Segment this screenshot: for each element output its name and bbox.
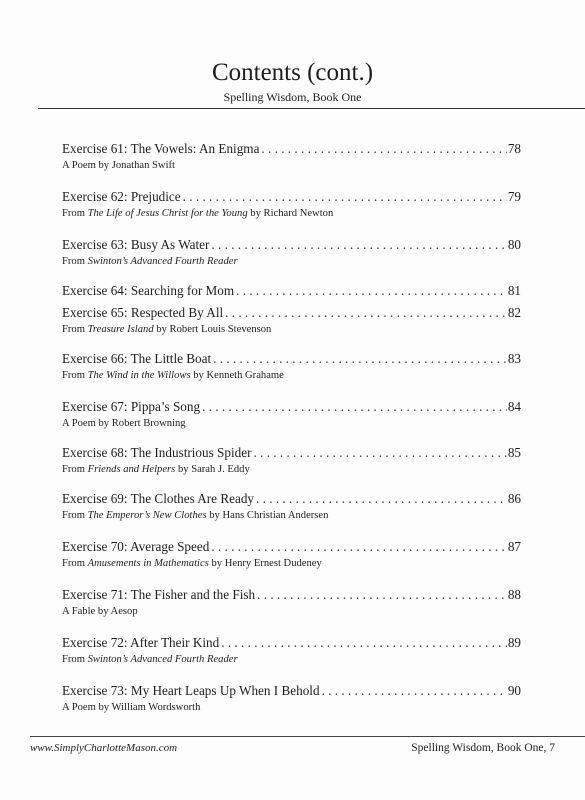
toc-entry-source bbox=[62, 509, 521, 522]
source-work-title: The Wind in the Willows bbox=[87, 370, 191, 381]
source-text: From bbox=[62, 510, 88, 521]
dot-leader bbox=[211, 236, 506, 253]
toc-entry bbox=[62, 444, 521, 476]
toc-entry-title: Exercise 72: After Their Kind bbox=[62, 635, 220, 650]
source-text: A Poem by Robert Browning bbox=[62, 418, 186, 429]
toc-entry bbox=[62, 188, 521, 220]
toc-entry-line bbox=[62, 586, 521, 603]
toc-entry bbox=[62, 350, 521, 382]
source-text: From bbox=[62, 654, 88, 665]
toc-entry bbox=[62, 398, 521, 430]
toc-entry bbox=[62, 282, 521, 299]
toc-entry-page-number: 85 bbox=[507, 445, 521, 460]
toc-entry-page-number: 83 bbox=[507, 351, 521, 366]
dot-leader bbox=[211, 538, 506, 555]
dot-leader bbox=[257, 586, 507, 603]
source-work-title: Friends and Helpers bbox=[87, 464, 176, 475]
dot-leader bbox=[236, 282, 507, 299]
toc-entry-title: Exercise 63: Busy As Water bbox=[62, 237, 210, 252]
toc-entry bbox=[62, 682, 521, 714]
source-work-title: Swinton’s Advanced Fourth Reader bbox=[87, 256, 238, 267]
toc-entry-source bbox=[62, 605, 521, 618]
source-text: From bbox=[62, 256, 88, 267]
toc-entry-line bbox=[62, 236, 521, 253]
source-text: From bbox=[62, 464, 88, 475]
toc-entry-line bbox=[62, 538, 521, 555]
source-text: A Poem by Jonathan Swift bbox=[62, 160, 175, 171]
toc-entry-title: Exercise 69: The Clothes Are Ready bbox=[62, 491, 255, 506]
toc-entry-page-number: 86 bbox=[507, 491, 521, 506]
toc-entry-source bbox=[62, 653, 521, 666]
toc-entry-source bbox=[62, 159, 521, 172]
toc-entry-line bbox=[62, 444, 521, 461]
dot-leader bbox=[213, 350, 507, 367]
source-text: From bbox=[62, 324, 88, 335]
toc-entry bbox=[62, 236, 521, 268]
source-work-title: Amusements in Mathematics bbox=[87, 558, 209, 569]
dot-leader bbox=[221, 634, 507, 651]
toc-entry-title: Exercise 64: Searching for Mom bbox=[62, 283, 235, 298]
toc-entry-line bbox=[62, 490, 521, 507]
page-title: Contents (cont.) bbox=[211, 59, 374, 86]
toc-entry-page-number: 84 bbox=[507, 399, 521, 414]
source-author: by Kenneth Grahame bbox=[190, 370, 284, 381]
toc-entry-source bbox=[62, 323, 521, 336]
toc-entry bbox=[62, 634, 521, 666]
source-work-title: The Emperor’s New Clothes bbox=[87, 510, 207, 521]
dot-leader bbox=[322, 682, 507, 699]
toc-entry bbox=[62, 304, 521, 336]
toc-entry-page-number: 89 bbox=[507, 635, 521, 650]
source-work-title: The Life of Jesus Christ for the Young bbox=[87, 208, 248, 219]
toc-entry-title: Exercise 67: Pippa’s Song bbox=[62, 399, 201, 414]
source-author: by Henry Ernest Dudeney bbox=[208, 558, 322, 569]
toc-entry-title: Exercise 62: Prejudice bbox=[62, 189, 181, 204]
toc-entry-line bbox=[62, 282, 521, 299]
toc-entry-page-number: 78 bbox=[507, 141, 521, 156]
dot-leader bbox=[183, 188, 507, 205]
source-text: A Poem by William Wordsworth bbox=[62, 702, 201, 713]
toc-entry-line bbox=[62, 304, 521, 321]
toc-entry bbox=[62, 490, 521, 522]
source-work-title: Treasure Island bbox=[87, 324, 154, 335]
toc-entry-line bbox=[62, 398, 521, 415]
dot-leader bbox=[225, 304, 507, 321]
source-work-title: Swinton’s Advanced Fourth Reader bbox=[87, 654, 238, 665]
toc-entry bbox=[62, 586, 521, 618]
toc-entry-title: Exercise 73: My Heart Leaps Up When I Behold bbox=[62, 683, 320, 698]
toc-entry-line bbox=[62, 140, 521, 157]
toc-entry-page-number: 81 bbox=[507, 283, 521, 298]
source-author: by Sarah J. Eddy bbox=[175, 464, 250, 475]
toc-entry-line bbox=[62, 188, 521, 205]
source-text: From bbox=[62, 558, 88, 569]
toc-entry-line bbox=[62, 350, 521, 367]
toc-entry-title: Exercise 66: The Little Boat bbox=[62, 351, 212, 366]
header-divider bbox=[38, 108, 585, 109]
toc-entry-page-number: 79 bbox=[507, 189, 521, 204]
toc-entry-source bbox=[62, 557, 521, 570]
source-author: by Robert Louis Stevenson bbox=[153, 324, 272, 335]
toc-entry-source bbox=[62, 369, 521, 382]
toc-entry-page-number: 87 bbox=[507, 539, 521, 554]
toc-entry-line bbox=[62, 682, 521, 699]
dot-leader bbox=[202, 398, 507, 415]
toc-entry-title: Exercise 65: Respected By All bbox=[62, 305, 224, 320]
page-subtitle: Spelling Wisdom, Book One bbox=[223, 90, 362, 104]
toc-entry-title: Exercise 61: The Vowels: An Enigma bbox=[62, 141, 260, 156]
toc-entry-title: Exercise 70: Average Speed bbox=[62, 539, 210, 554]
toc-entry-source bbox=[62, 255, 521, 268]
dot-leader bbox=[256, 490, 507, 507]
toc-entry-source bbox=[62, 417, 521, 430]
toc-entry-page-number: 82 bbox=[507, 305, 521, 320]
footer-page-label: Spelling Wisdom, Book One, 7 bbox=[411, 742, 555, 754]
source-text: From bbox=[62, 208, 88, 219]
source-text: From bbox=[62, 370, 88, 381]
source-author: by Hans Christian Andersen bbox=[206, 510, 329, 521]
toc-entry-source bbox=[62, 207, 521, 220]
toc-entry-source bbox=[62, 463, 521, 476]
toc-entry bbox=[62, 538, 521, 570]
toc-entry bbox=[62, 140, 521, 172]
toc-entry-page-number: 88 bbox=[507, 587, 521, 602]
source-author: by Richard Newton bbox=[247, 208, 334, 219]
toc-entry-title: Exercise 68: The Industrious Spider bbox=[62, 445, 252, 460]
toc-entry-page-number: 80 bbox=[507, 237, 521, 252]
footer-website: www.SimplyCharlotteMason.com bbox=[30, 742, 178, 754]
toc-entry-line bbox=[62, 634, 521, 651]
dot-leader bbox=[261, 140, 506, 157]
toc-entry-title: Exercise 71: The Fisher and the Fish bbox=[62, 587, 256, 602]
dot-leader bbox=[253, 444, 506, 461]
toc-entry-source bbox=[62, 701, 521, 714]
footer-divider bbox=[30, 736, 585, 737]
source-text: A Fable by Aesop bbox=[62, 606, 138, 617]
toc-entry-page-number: 90 bbox=[507, 683, 521, 698]
